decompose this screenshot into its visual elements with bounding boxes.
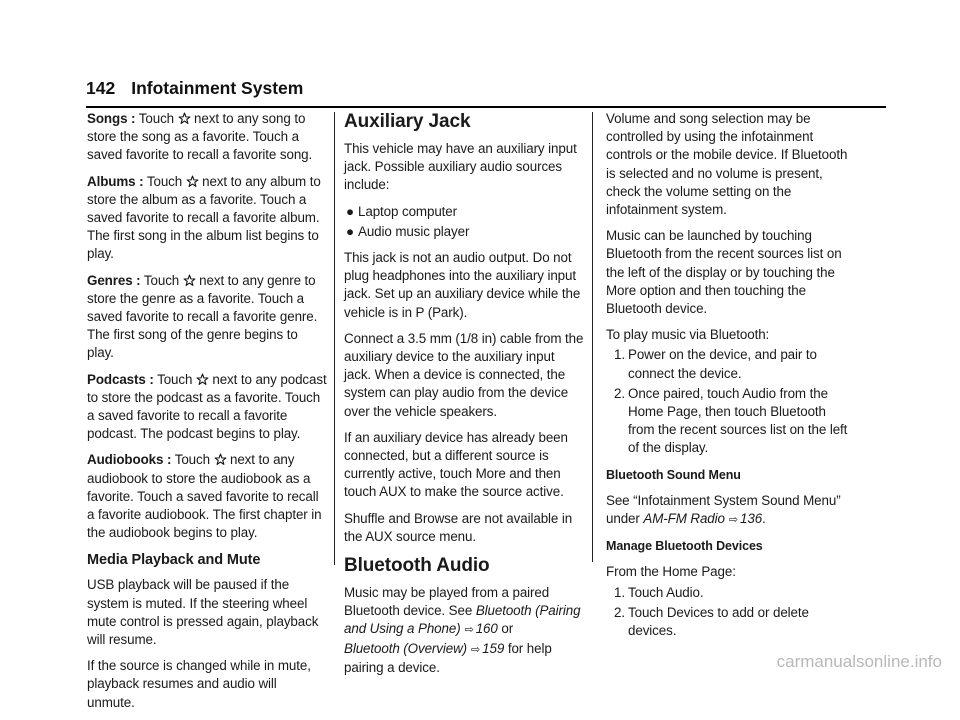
sound-menu-heading: Bluetooth Sound Menu [606, 467, 741, 482]
manage-paragraph: From the Home Page: [606, 564, 736, 580]
term-genres: Genres : [87, 272, 141, 288]
star-icon [186, 175, 199, 188]
entry-text: next to any genre to store the genre as a favorite. Touch a saved favorite to recall a favorite genre. The first song of the genre begins to play. [87, 272, 318, 361]
star-icon [196, 373, 209, 386]
list-item [606, 346, 851, 382]
media-heading: Media Playback and Mute [87, 552, 261, 569]
page-title: Infotainment System [131, 78, 304, 98]
aux-source-list [344, 203, 584, 241]
aux-paragraph: Shuffle and Browse are not available in the AUX source menu. [344, 510, 573, 544]
list-item [344, 203, 584, 221]
term-songs: Songs : [87, 111, 136, 126]
term-audiobooks: Audiobooks : [87, 452, 172, 468]
bullet-icon: ● [346, 203, 354, 219]
media-paragraph: USB playback will be paused if the system is muted. If the steering wheel mute control is pressed again, playback will resume. [87, 577, 319, 648]
star-icon [214, 453, 227, 466]
list-item-text: Audio music player [358, 223, 470, 239]
bluetooth-paragraph [344, 584, 584, 677]
bluetooth-paragraph: Music can be launched by touching Bluetooth from the recent sources list on the left of the display or by touching the More option and then touching the Bluetooth device. [606, 228, 842, 317]
entry-text: Touch [174, 452, 210, 468]
page-number: 142 [86, 78, 116, 98]
link-am-fm-radio[interactable]: AM-FM Radio [643, 511, 725, 527]
audiobooks-entry [87, 451, 327, 542]
entry-text: Touch [146, 173, 183, 189]
manage-devices-heading: Manage Bluetooth Devices [606, 539, 763, 554]
list-item-text: Once paired, touch Audio from the Home Page, then touch Bluetooth from the recent sources list on the left of the display. [628, 385, 848, 456]
aux-paragraph: If an auxiliary device has already been connected, but a different source is currently active, touch More and then touch AUX to make the source active. [344, 429, 568, 500]
step-number: 1. [614, 347, 625, 363]
manage-steps [606, 584, 851, 641]
entry-text: Touch [157, 371, 193, 387]
paragraph-text: for help pairing a device. [344, 640, 552, 675]
arrow-right-icon: ⇨ [464, 624, 474, 637]
media-paragraph: If the source is changed while in mute, playback resumes and audio will unmute. [87, 658, 311, 710]
arrow-right-icon: ⇨ [728, 514, 738, 527]
arrow-right-icon: ⇨ [471, 643, 481, 656]
page-ref[interactable]: 160 [475, 621, 498, 637]
column-2 [344, 110, 584, 685]
list-item-text: Power on the device, and pair to connect the device. [628, 347, 817, 381]
star-icon [178, 112, 191, 125]
list-item [606, 604, 851, 640]
aux-paragraph: Connect a 3.5 mm (1/8 in) cable from the auxiliary device to the auxiliary input jack. When a device is connected, the system can play audio from the device over the vehicle speakers. [344, 330, 584, 419]
list-item [344, 223, 584, 241]
list-item-text: Touch Audio. [628, 584, 704, 600]
paragraph-text: See “Infotainment System Sound Menu” under [606, 492, 841, 527]
column-3 [606, 110, 851, 648]
entry-text: Touch [138, 111, 175, 126]
bluetooth-paragraph: To play music via Bluetooth: [606, 327, 770, 343]
bluetooth-heading: Bluetooth Audio [344, 555, 490, 577]
paragraph-text: Music may be played from a paired Bluetooth device. See [344, 585, 550, 619]
term-albums: Albums : [87, 173, 144, 189]
aux-paragraph: This vehicle may have an auxiliary input jack. Possible auxiliary audio sources include: [344, 141, 577, 193]
entry-text: next to any song to store the song as a favorite. Touch a saved favorite to recall a favorite song. [87, 111, 313, 163]
page-ref[interactable]: 136 [740, 511, 763, 527]
entry-text: next to any album to store the album as a favorite. Touch a saved favorite to recall a favorite album. The first song in the album list begins to play. [87, 173, 321, 262]
term-podcasts: Podcasts : [87, 371, 154, 387]
watermark: carmanualsonline.info [776, 652, 942, 671]
podcasts-entry [87, 371, 327, 444]
aux-heading: Auxiliary Jack [344, 111, 471, 132]
entry-text: next to any podcast to store the podcast as a favorite. Touch a saved favorite to recall a favorite podcast. The podcast begins to play. [87, 371, 327, 442]
step-number: 1. [614, 584, 625, 600]
list-item [606, 385, 851, 458]
songs-entry [87, 110, 327, 165]
genres-entry [87, 272, 327, 363]
list-item [606, 584, 851, 602]
bluetooth-paragraph: Volume and song selection may be controlled by using the infotainment controls or the mobile device. If Bluetooth is selected and no volume is present, check the volume setting on the infotainment system. [606, 111, 848, 218]
column-divider [334, 112, 335, 565]
aux-paragraph: This jack is not an audio output. Do not plug headphones into the auxiliary input jack. Set up an auxiliary device while the vehicle is in P (Park). [344, 250, 581, 320]
star-icon [183, 274, 196, 287]
header-rule [86, 106, 886, 108]
bluetooth-steps [606, 346, 851, 457]
entry-text: Touch [143, 272, 180, 288]
sound-menu-paragraph: See “Infotainment System Sound Menu” under AM-FM Radio ⇨ 136. [606, 492, 841, 527]
step-number: 2. [614, 385, 625, 401]
page-ref[interactable]: 159 [482, 640, 505, 656]
list-item-text: Touch Devices to add or delete devices. [628, 604, 809, 639]
albums-entry [87, 173, 327, 264]
column-divider [592, 112, 593, 562]
list-item-text: Laptop computer [358, 203, 457, 219]
step-number: 2. [614, 604, 625, 620]
entry-text: next to any audiobook to store the audiobook as a favorite. Touch a saved favorite to recall a favorite audiobook. The first chapter in the audiobook begins to play. [87, 452, 322, 541]
link-bluetooth-overview[interactable]: Bluetooth (Overview) [344, 640, 468, 656]
page-header [86, 78, 886, 99]
bullet-icon: ● [346, 223, 354, 239]
link-bluetooth-pairing[interactable]: Bluetooth (Pairing and Using a Phone) [344, 603, 581, 637]
column-1 [87, 110, 327, 720]
paragraph-text: or [501, 621, 514, 637]
